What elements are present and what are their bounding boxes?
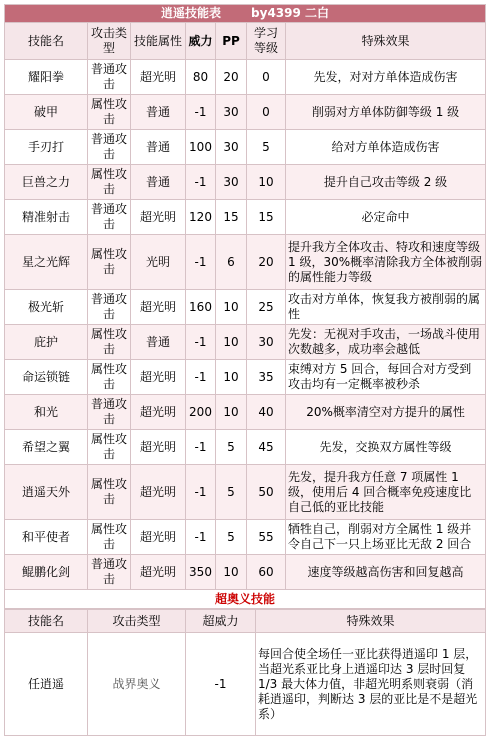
skill-type: 属性攻击: [88, 430, 131, 465]
skill-name: 耀阳拳: [5, 60, 88, 95]
super-skill-row: [5, 633, 486, 736]
table-row: [5, 465, 486, 520]
table-row: [5, 430, 486, 465]
skill-attr: 超光明: [131, 360, 186, 395]
skill-power: -1: [186, 165, 216, 200]
header-attr: 技能属性: [131, 23, 186, 60]
super-skill-table: [4, 609, 486, 736]
table-title-row: [5, 5, 486, 23]
table-row: [5, 95, 486, 130]
skill-level: 10: [247, 165, 286, 200]
table-row: [5, 200, 486, 235]
skill-name: 命运锁链: [5, 360, 88, 395]
skill-type: 普通攻击: [88, 555, 131, 590]
table-row: [5, 325, 486, 360]
skill-attr: 光明: [131, 235, 186, 290]
skill-pp: 20: [216, 60, 247, 95]
skill-table: [4, 4, 486, 609]
skill-pp: 30: [216, 130, 247, 165]
skill-attr: 超光明: [131, 60, 186, 95]
skill-power: -1: [186, 465, 216, 520]
skill-effect: 先发：无视对手攻击，一场战斗使用次数越多，成功率会越低: [286, 325, 486, 360]
skill-level: 25: [247, 290, 286, 325]
table-row: [5, 520, 486, 555]
table-row: [5, 165, 486, 200]
skill-effect: 先发，提升我方任意 7 项属性 1 级，使用后 4 回合概率免疫速度比自己低的亚比技能: [286, 465, 486, 520]
skill-attr: 超光明: [131, 520, 186, 555]
skill-table-container: [4, 4, 485, 736]
skill-attr: 超光明: [131, 555, 186, 590]
skill-power: 160: [186, 290, 216, 325]
header-level: 学习等级: [247, 23, 286, 60]
skill-pp: 15: [216, 200, 247, 235]
skill-pp: 30: [216, 95, 247, 130]
skill-effect: 提升我方全体攻击、特攻和速度等级 1 级，30%概率清除我方全体被削弱的属性能力等级: [286, 235, 486, 290]
skill-type: 普通攻击: [88, 200, 131, 235]
skill-pp: 5: [216, 465, 247, 520]
skill-effect: 攻击对方单体，恢复我方被削弱的属性: [286, 290, 486, 325]
skill-type: 普通攻击: [88, 60, 131, 95]
skill-name: 星之光辉: [5, 235, 88, 290]
table-row: [5, 130, 486, 165]
super-skill-name: 任逍遥: [5, 633, 88, 736]
skill-type: 属性攻击: [88, 95, 131, 130]
skill-level: 0: [247, 60, 286, 95]
skill-attr: 超光明: [131, 430, 186, 465]
table-header-row: [5, 23, 486, 60]
skill-type: 属性攻击: [88, 465, 131, 520]
skill-level: 40: [247, 395, 286, 430]
skill-power: -1: [186, 325, 216, 360]
super-header-power: 超威力: [186, 610, 256, 633]
skill-name: 和平使者: [5, 520, 88, 555]
skill-power: -1: [186, 520, 216, 555]
skill-effect: 必定命中: [286, 200, 486, 235]
skill-power: -1: [186, 95, 216, 130]
skill-attr: 超光明: [131, 465, 186, 520]
skill-pp: 5: [216, 430, 247, 465]
skill-pp: 10: [216, 290, 247, 325]
super-skill-type: 战界奥义: [88, 633, 186, 736]
skill-attr: 普通: [131, 165, 186, 200]
skill-name: 手刃打: [5, 130, 88, 165]
skill-effect: 削弱对方单体防御等级 1 级: [286, 95, 486, 130]
skill-level: 55: [247, 520, 286, 555]
skill-effect: 先发，对对方单体造成伤害: [286, 60, 486, 95]
skill-pp: 6: [216, 235, 247, 290]
super-header-name: 技能名: [5, 610, 88, 633]
table-byline: by4399 二白: [251, 6, 330, 20]
skill-power: 200: [186, 395, 216, 430]
skill-type: 属性攻击: [88, 520, 131, 555]
table-title: 逍遥技能表: [161, 6, 222, 20]
table-row: [5, 60, 486, 95]
table-row: [5, 290, 486, 325]
super-title-row: [5, 590, 486, 609]
super-skill-effect: 每回合使全场任一亚比获得逍遥印 1 层，当超光系亚比身上逍遥印达 3 层时回复 1/3 最大体力值，非超光明系则衰弱（消耗逍遥印，判断达 3 层的亚比是不是超光系）: [256, 633, 486, 736]
skill-name: 极光斩: [5, 290, 88, 325]
table-title-cell: [5, 5, 486, 23]
skill-power: 100: [186, 130, 216, 165]
header-name: 技能名: [5, 23, 88, 60]
skill-attr: 超光明: [131, 395, 186, 430]
skill-name: 鲲鹏化剑: [5, 555, 88, 590]
skill-level: 50: [247, 465, 286, 520]
skill-effect: 牺牲自己，削弱对方全属性 1 级并令自己下一只上场亚比无敌 2 回合: [286, 520, 486, 555]
skill-type: 属性攻击: [88, 235, 131, 290]
table-row: [5, 555, 486, 590]
skill-effect: 20%概率清空对方提升的属性: [286, 395, 486, 430]
skill-level: 0: [247, 95, 286, 130]
skill-effect: 先发，交换双方属性等级: [286, 430, 486, 465]
skill-pp: 10: [216, 395, 247, 430]
skill-level: 45: [247, 430, 286, 465]
skill-attr: 超光明: [131, 200, 186, 235]
table-row: [5, 360, 486, 395]
header-effect: 特殊效果: [286, 23, 486, 60]
skill-level: 20: [247, 235, 286, 290]
skill-type: 普通攻击: [88, 290, 131, 325]
super-skill-power: -1: [186, 633, 256, 736]
skill-power: -1: [186, 235, 216, 290]
skill-effect: 给对方单体造成伤害: [286, 130, 486, 165]
skill-pp: 10: [216, 555, 247, 590]
skill-power: 120: [186, 200, 216, 235]
skill-type: 属性攻击: [88, 325, 131, 360]
skill-attr: 普通: [131, 325, 186, 360]
skill-name: 破甲: [5, 95, 88, 130]
skill-type: 属性攻击: [88, 360, 131, 395]
skill-power: 80: [186, 60, 216, 95]
skill-effect: 束缚对方 5 回合，每回合对方受到攻击均有一定概率被秒杀: [286, 360, 486, 395]
skill-effect: 速度等级越高伤害和回复越高: [286, 555, 486, 590]
skill-name: 希望之翼: [5, 430, 88, 465]
skill-attr: 超光明: [131, 290, 186, 325]
super-title: 超奥义技能: [5, 590, 486, 609]
skill-name: 精准射击: [5, 200, 88, 235]
skill-level: 35: [247, 360, 286, 395]
header-type: 攻击类型: [88, 23, 131, 60]
skill-name: 巨兽之力: [5, 165, 88, 200]
header-power: 威力: [186, 23, 216, 60]
skill-level: 15: [247, 200, 286, 235]
skill-pp: 30: [216, 165, 247, 200]
table-row: [5, 395, 486, 430]
skill-pp: 10: [216, 360, 247, 395]
table-row: [5, 235, 486, 290]
skill-effect: 提升自己攻击等级 2 级: [286, 165, 486, 200]
skill-power: 350: [186, 555, 216, 590]
skill-level: 30: [247, 325, 286, 360]
skill-power: -1: [186, 430, 216, 465]
skill-pp: 10: [216, 325, 247, 360]
skill-type: 普通攻击: [88, 395, 131, 430]
skill-attr: 普通: [131, 130, 186, 165]
skill-name: 庇护: [5, 325, 88, 360]
skill-type: 属性攻击: [88, 165, 131, 200]
header-pp: PP: [216, 23, 247, 60]
skill-type: 普通攻击: [88, 130, 131, 165]
skill-level: 60: [247, 555, 286, 590]
skill-name: 和光: [5, 395, 88, 430]
super-header-type: 攻击类型: [88, 610, 186, 633]
skill-name: 逍遥天外: [5, 465, 88, 520]
super-header-effect: 特殊效果: [256, 610, 486, 633]
skill-attr: 普通: [131, 95, 186, 130]
skill-rows: [5, 60, 486, 590]
super-header-row: [5, 610, 486, 633]
skill-level: 5: [247, 130, 286, 165]
skill-power: -1: [186, 360, 216, 395]
skill-pp: 5: [216, 520, 247, 555]
